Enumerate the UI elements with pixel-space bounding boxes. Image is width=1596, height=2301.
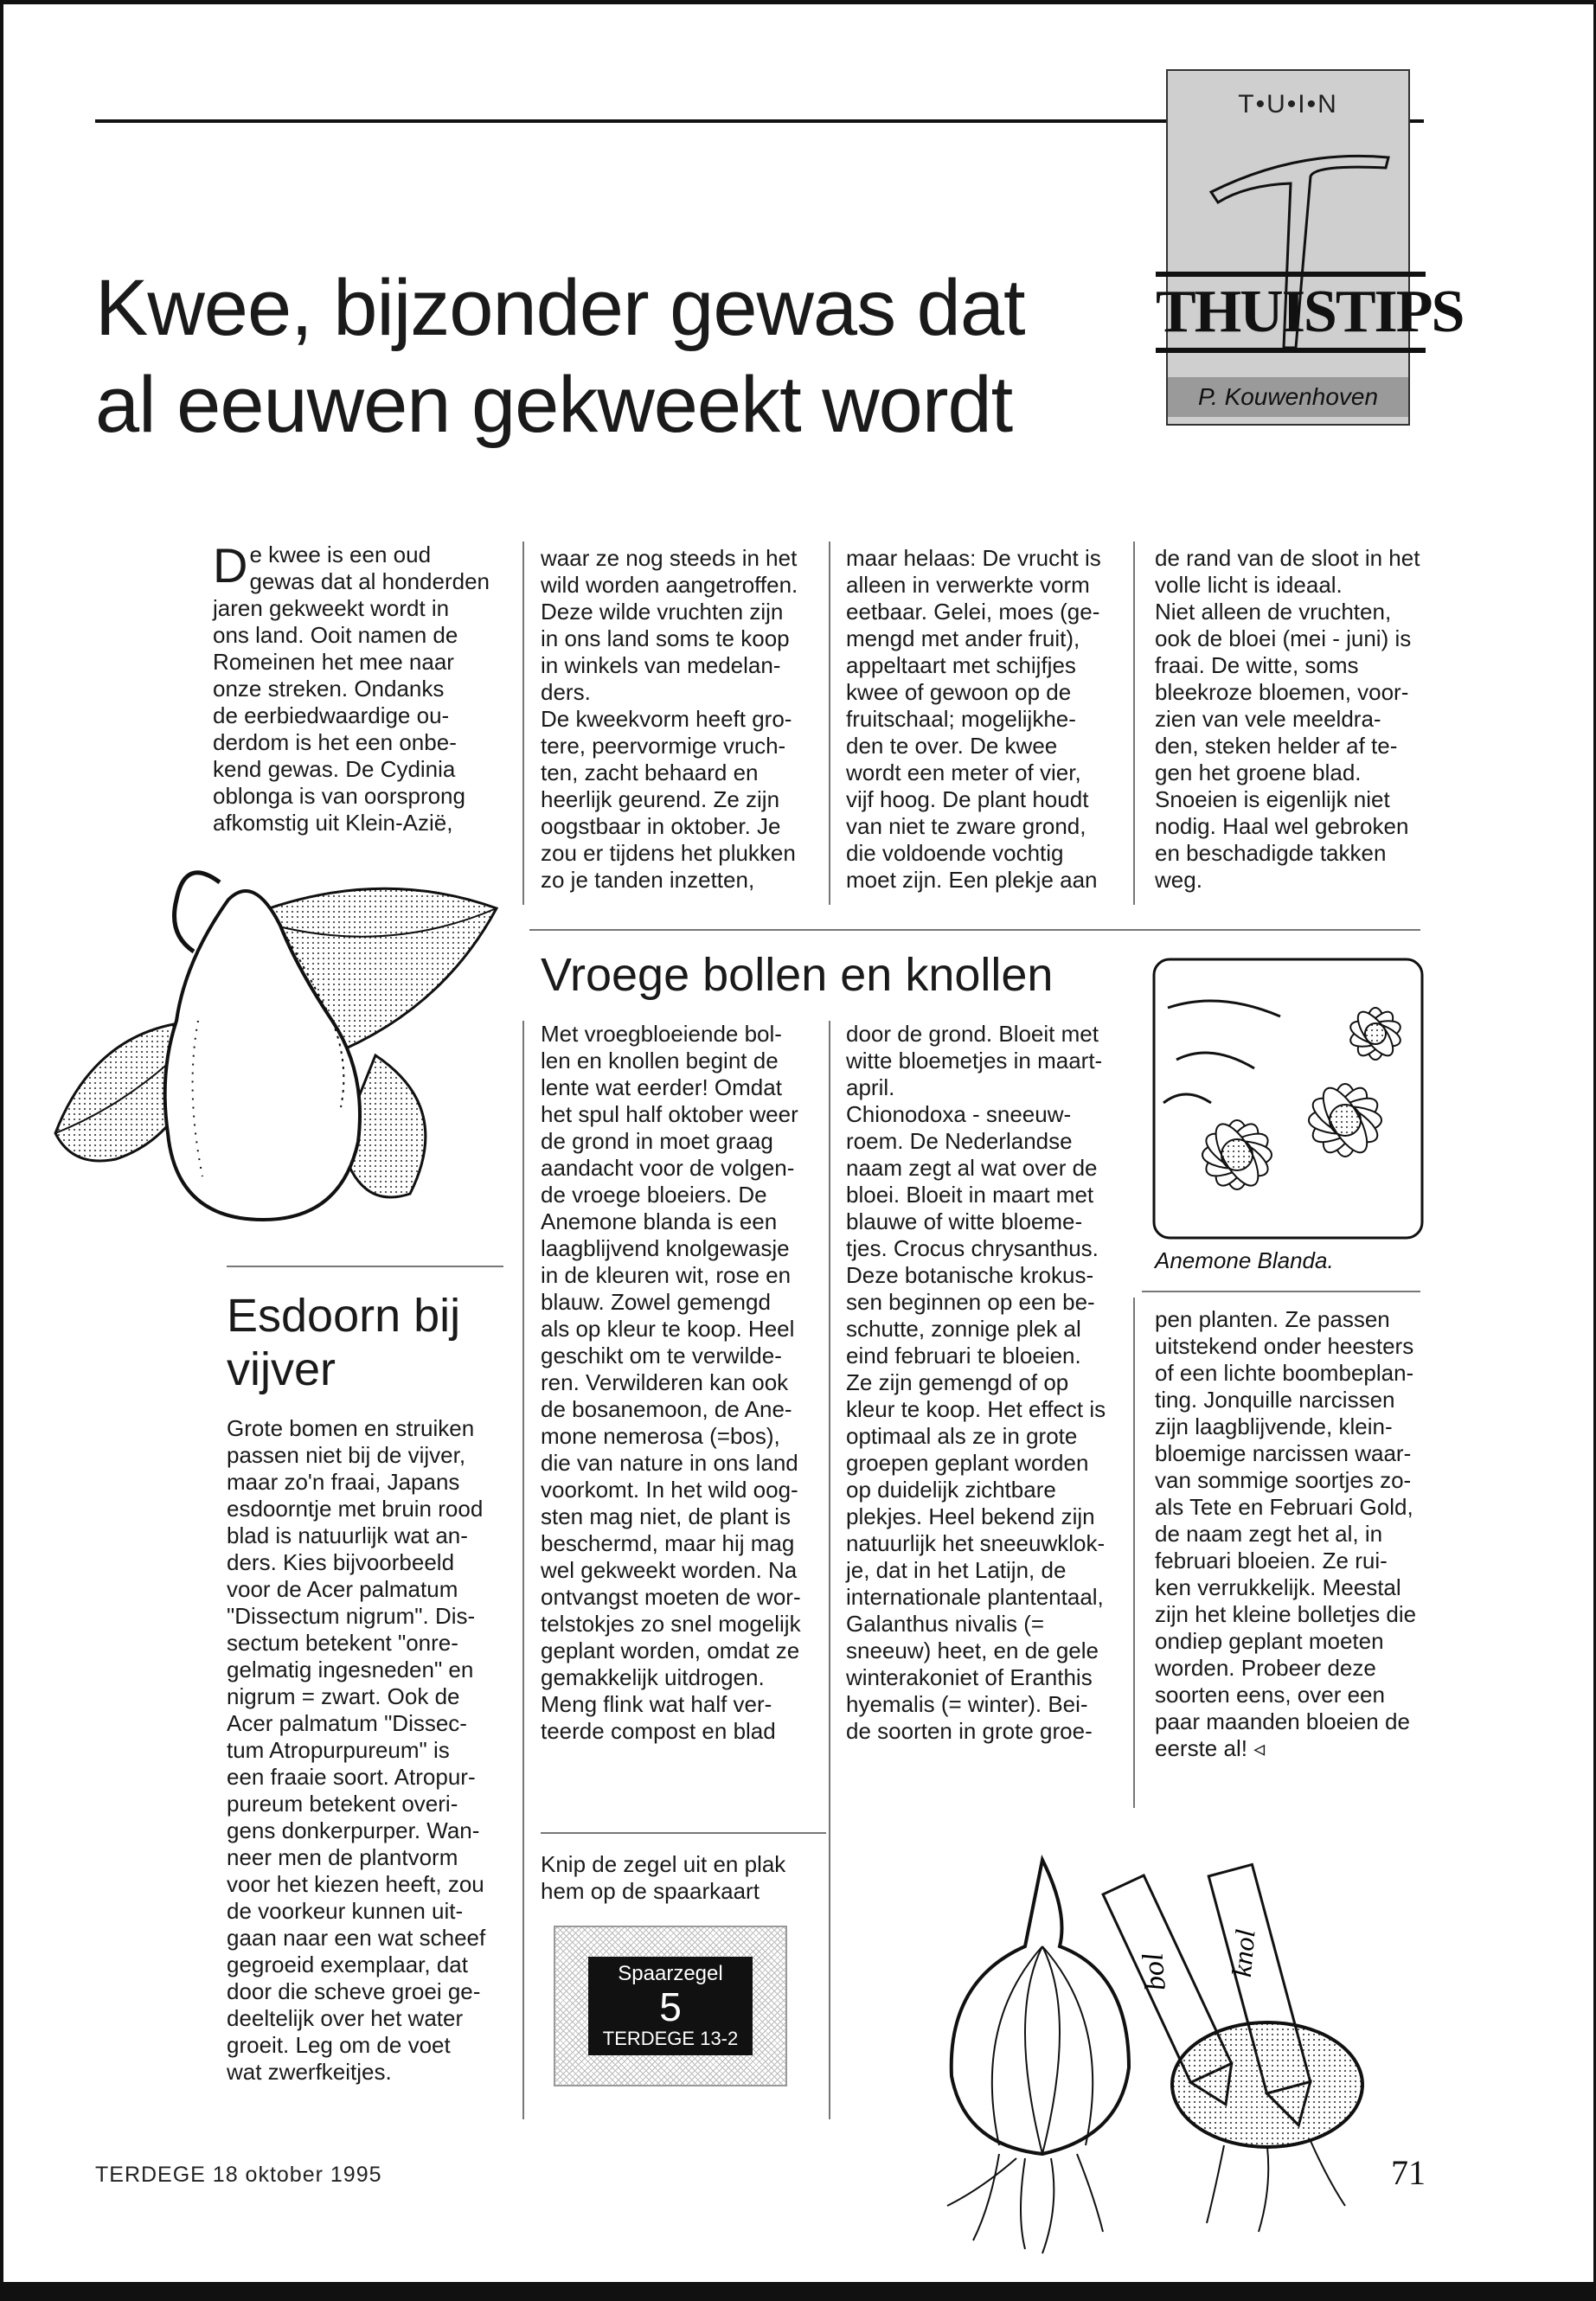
stamp-inner [588, 1957, 753, 2055]
quince-illustration [47, 848, 514, 1254]
esdoorn-heading: Esdoorn bij vijver [227, 1290, 461, 1395]
coupon-instruction: Knip de zegel uit en plak hem op de spaarkaart [541, 1851, 786, 1904]
dropcap: D [213, 538, 248, 593]
spaarzegel-stamp[interactable] [554, 1926, 787, 2086]
section-rule [529, 929, 1420, 931]
section-rule [1142, 1291, 1420, 1292]
bollen-col2: door de grond. Bloeit met witte bloemetjes in maart- april. Chionodoxa - sneeuw- roem. De Nederlandse naam zegt al wat over de bloei. Bloeit in maart met blauwe of witte bloeme- tjes. Crocus chrysanthus. Deze botanische krokus- sen beginnen op een be- schutte, zonnige plek al eind februari te bloeien. Ze zijn gemengd of op kleur te koop. Het effect is optimaal als ze in grote groepen geplant worden op duidelijk zichtbare plekjes. Heel bekend zijn natuurlijk het sneeuwklok- je, dat in het Latijn, de internationale plantentaal, Galanthus nivalis (= sneeuw) heet, en de gele winterakoniet of Eranthis hyemalis (= winter). Bei- de soorten in grote groe- [846, 1021, 1106, 1744]
anemone-caption: Anemone Blanda. [1155, 1247, 1334, 1273]
badge-tuin-label: T•U•I•N [1238, 90, 1338, 119]
badge-author: P. Kouwenhoven [1168, 377, 1408, 417]
badge-logo-text: THUISTIPS [1156, 272, 1426, 353]
thuistips-badge [1156, 69, 1464, 426]
column-divider [829, 1021, 830, 2119]
article1-col2: waar ze nog steeds in het wild worden aangetroffen. Deze wilde vruchten zijn in ons land soms te koop in winkels van medelan- ders. De kweekvorm heeft gro- tere, peervormige vruch- ten, zacht behaard en heerlijk geurend. Ze zijn oogstbaar in oktober. Je zou er tijdens het plukken zo je tanden inzetten, [541, 545, 798, 893]
bulb-label-bol: bol [1137, 1952, 1172, 1992]
bollen-col1: Met vroegbloeiende bol- len en knollen begint de lente wat eerder! Omdat het spul half oktober weer de grond in moet graag aandacht voor de volgen- de vroege bloeiers. De Anemone blanda is een laagblijvend knolgewasje in de kleuren wit, rose en blauw. Zowel gemengd als op kleur te koop. Heel geschikt om te verwilde- ren. Verwilderen kan ook de bosanemoon, de Ane- mone nemerosa (=bos), die van nature in ons land voorkomt. In het wild oog- sten mag niet, de plant is beschermd, maar hij mag wel gekweekt worden. Na ontvangst moeten de wor- telstokjes zo snel mogelijk geplant worden, omdat ze gemakkelijk uitdrogen. Meng flink wat half ver- teerde compost en blad [541, 1021, 801, 1744]
column-divider [1133, 542, 1135, 905]
esdoorn-body: Grote bomen en struiken passen niet bij de vijver, maar zo'n fraai, Japans esdoorntje met bruin rood blad is natuurlijk wat an- ders. Kies bijvoorbeeld voor de Acer palmatum "Dissectum nigrum". Dis- sectum betekent "onre- gelmatig ingesneden" en nigrum = zwart. Ook de Acer palmatum "Dissec- tum Atropurpureum" is een fraaie soort. Atropur- pureum betekent overi- gens donkerpurper. Wan- neer men de plantvorm voor het kiezen heeft, zou de voorkeur kunnen uit- gaan naar een wat scheef gegroeid exemplaar, dat door die scheve groei ge- deeltelijk over het water groeit. Leg om de voet wat zwerfkeitjes. [227, 1415, 486, 2085]
stamp-label: Spaarzegel [618, 1962, 723, 1985]
bollen-col3: pen planten. Ze passen uitstekend onder heesters of een lichte boombeplan- ting. Jonquille narcissen zijn laagblijvende, klein- bloemige narcissen waar- van sommige soortjes zo- als Tete en Februari Gold, de naam zegt het al, in februari bloeien. Ze rui- ken verrukkelijk. Meestal zijn het kleine bolletjes die ondiep geplant moeten worden. Probeer deze soorten eens, over een paar maanden bloeien de eerste al! ◃ [1155, 1306, 1417, 1761]
column-divider [829, 542, 830, 905]
top-rule-end [1408, 119, 1424, 123]
stamp-number: 5 [659, 1984, 682, 2029]
column-divider [522, 1021, 524, 2119]
section-rule [227, 1266, 503, 1267]
column-divider [1133, 1298, 1135, 1808]
footer-publication: TERDEGE 18 oktober 1995 [95, 2163, 382, 2187]
article1-col1: De kwee is een oud gewas dat al honderden jaren gekweekt wordt in ons land. Ooit namen de Romeinen het mee naar onze streken. Ondanks de eerbiedwaardige ou- derdom is het een onbe- kend gewas. De Cydinia oblonga is van oorsprong afkomstig uit Klein-Azië, [213, 538, 490, 836]
page-number: 71 [1391, 2153, 1426, 2192]
page-title: Kwee, bijzonder gewas dat al eeuwen gekweekt wordt [95, 264, 1025, 449]
vroege-bollen-heading: Vroege bollen en knollen [541, 949, 1054, 1001]
anemone-illustration [1151, 956, 1426, 1241]
bulb-illustration [913, 1825, 1397, 2258]
bulb-label-knol: knol [1225, 1927, 1261, 1978]
stamp-issue: TERDEGE 13-2 [602, 2028, 739, 2049]
article1-col3: maar helaas: De vrucht is alleen in verwerkte vorm eetbaar. Gelei, moes (ge- mengd met ander fruit), appeltaart met schijfjes kwee of gewoon op de fruitschaal; mogelijkhe- den te over. De kwee wordt een meter of vier, vijf hoog. De plant houdt van niet te zware grond, die voldoende vochtig moet zijn. Een plekje aan [846, 545, 1101, 893]
section-rule [541, 1832, 826, 1834]
article1-col4: de rand van de sloot in het volle licht is ideaal. Niet alleen de vruchten, ook de bloei (mei - juni) is fraai. De witte, soms bleekroze bloemen, voor- zien van vele meeldra- den, steken helder af te- gen het groene blad. Snoeien is eigenlijk niet nodig. Haal wel gebroken en beschadigde takken weg. [1155, 545, 1420, 893]
column-divider [522, 542, 524, 905]
